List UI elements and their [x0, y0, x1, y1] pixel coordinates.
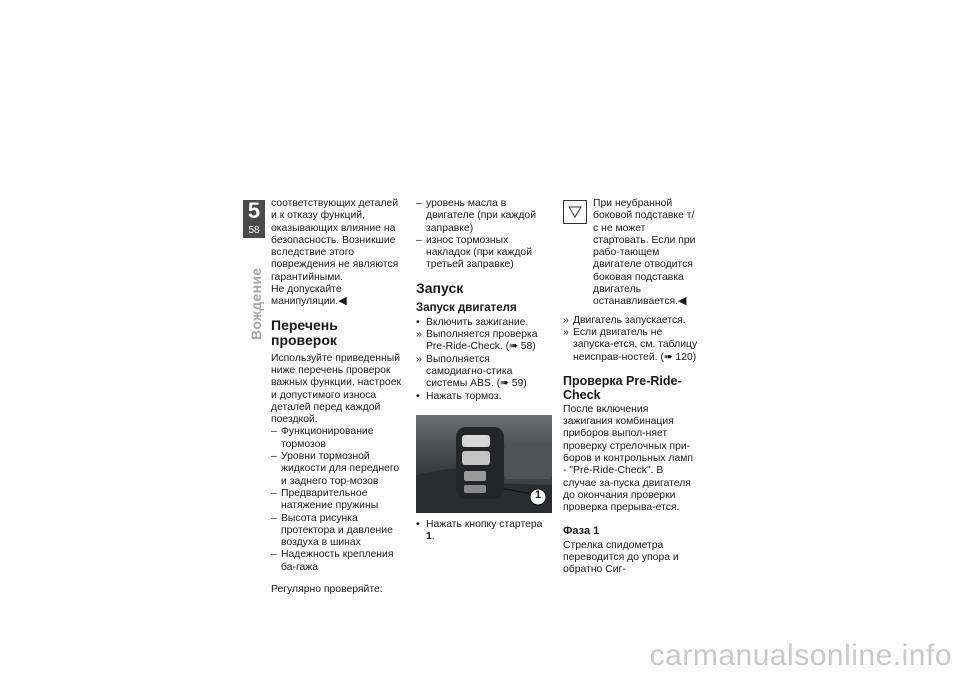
warning-note	[563, 198, 698, 309]
step-item: • Нажать кнопку стартера 1.	[416, 518, 543, 543]
phase-heading: Фаза 1	[563, 524, 600, 537]
warning-triangle-icon	[563, 200, 587, 224]
result-item: » Двигатель запускается.	[563, 314, 686, 326]
end-triangle-icon: ◀	[338, 295, 347, 308]
regular-check-text: Регулярно проверяйте:	[271, 584, 383, 596]
section-label: Вождение	[248, 267, 264, 340]
list-item: – Высота рисунка протектора и давление воздуха в шинах	[271, 512, 393, 549]
list-item: – Функционирование тормозов	[271, 426, 374, 450]
column-3	[563, 198, 698, 576]
column-2	[416, 198, 551, 543]
column-1	[271, 198, 406, 596]
pre-ride-check-body: После включения зажигания комбинация приборов выпол-няет проверку стрелочных при-боров и контрольных ламп - "Pre-Ride-Check". В случае за-пуска двигателя до окончания проверки проверка прерыва-ется.	[563, 403, 694, 514]
list-item: – Предварительное натяжение пружины	[271, 487, 379, 512]
watermark: carmanualsonline.info	[649, 639, 952, 672]
end-triangle-icon: ◀	[678, 295, 687, 308]
handlebar-switch-photo	[416, 415, 552, 513]
step-item: » Выполняется проверка Pre-Ride-Check. (➠ 58)	[416, 329, 538, 353]
warning-text: При неубранной боковой подставке т/с не может стартовать. Если при рабо-тающем двигателе отводится боковая подставка двигатель останавливается.◀	[593, 198, 696, 308]
handlebar-switch-illustration	[416, 415, 552, 513]
page-number: 58	[248, 225, 260, 236]
phase-body: Стрелка спидометра переводится до упора и обратно Сиг-	[563, 539, 679, 576]
step-item: • Нажать тормоз.	[416, 390, 502, 402]
list-item: – уровень масла в двигателе (при каждой заправке)	[416, 198, 537, 234]
intro-end: Не допускайте манипуляции.◀	[271, 284, 347, 308]
list-item: – Надежность крепления ба-гажа	[271, 549, 394, 573]
checklist-heading: Перечень проверок	[271, 316, 338, 348]
list-item: – Уровни тормозной жидкости для переднего и заднего тор-мозов	[271, 451, 400, 487]
step-item: » Выполняется самодиагно-стика системы ABS. (➠ 59)	[416, 353, 527, 390]
intro-text: соответствующих деталей и к отказу функций, оказывающих влияние на безопасность. Возникшие вследствие этого повреждения не являются гарантийными.	[271, 198, 399, 283]
checklist-body: Используйте приведенный ниже перечень проверок важных функции, настроек и допустимого износа деталей перед каждой поездкой.	[271, 352, 402, 426]
list-item: – износ тормозных накладок (при каждой третьей заправке)	[416, 234, 533, 271]
result-item: » Если двигатель не запуска-ется, см. таблицу неисправ-ностей. (➠ 120)	[563, 326, 698, 363]
callout-number: 1	[534, 488, 542, 501]
step-item: • Включить зажигание.	[416, 316, 529, 328]
chapter-number: 5	[247, 198, 261, 223]
engine-start-subheading: Запуск двигателя	[416, 301, 517, 314]
pre-ride-check-heading: Проверка Pre-Ride-Check	[563, 373, 682, 402]
start-heading: Запуск	[416, 279, 464, 296]
